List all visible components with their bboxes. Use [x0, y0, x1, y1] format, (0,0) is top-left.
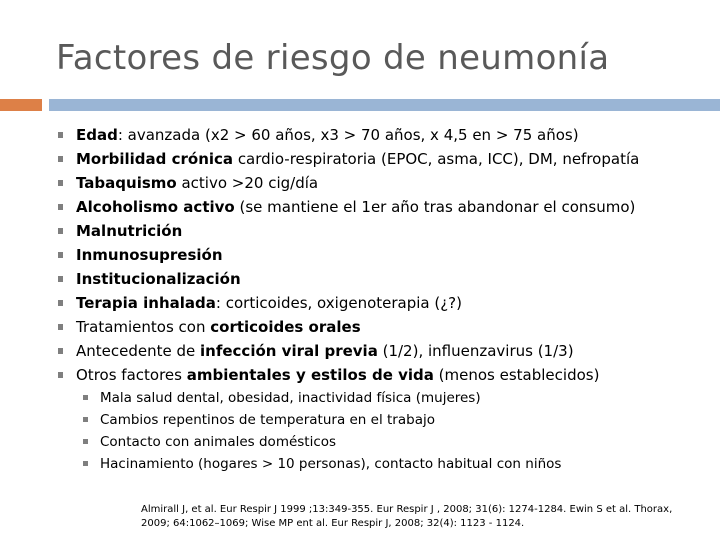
item-text: (1/2), influenzavirus (1/3)	[377, 342, 574, 360]
item-bold: Edad	[76, 126, 118, 144]
item-bold: infección viral previa	[200, 342, 378, 360]
sub-list-item	[0, 431, 720, 453]
item-bold: corticoides orales	[210, 318, 361, 336]
square-bullet-icon	[58, 252, 63, 258]
item-text: : avanzada (x2 > 60 años, x3 > 70 años, x 4,5 en > 75 años)	[117, 126, 579, 144]
list-item	[0, 219, 720, 243]
list-item	[0, 171, 720, 195]
square-bullet-icon	[58, 180, 63, 186]
square-bullet-icon	[83, 461, 88, 466]
square-bullet-icon	[58, 348, 63, 354]
list-item	[0, 315, 720, 339]
square-bullet-icon	[58, 276, 63, 282]
sub-item-text: Cambios repentinos de temperatura en el trabajo	[100, 412, 435, 428]
square-bullet-icon	[58, 228, 63, 234]
square-bullet-icon	[83, 417, 88, 422]
item-bold: Institucionalización	[76, 270, 241, 288]
sub-item-text: Contacto con animales domésticos	[100, 434, 337, 450]
square-bullet-icon	[83, 395, 88, 400]
item-bold: Inmunosupresión	[76, 246, 223, 264]
item-bold: Tabaquismo	[76, 174, 177, 192]
list-item	[0, 195, 720, 219]
square-bullet-icon	[58, 324, 63, 330]
item-bold: ambientales y estilos de vida	[186, 366, 434, 384]
item-text: : corticoides, oxigenoterapia (¿?)	[215, 294, 462, 312]
references	[141, 503, 672, 531]
list-item	[0, 267, 720, 291]
list-item	[0, 339, 720, 363]
sub-item-text: Hacinamiento (hogares > 10 personas), contacto habitual con niños	[100, 456, 562, 472]
sub-list-item	[0, 387, 720, 409]
reference-line: 2009; 64:1062–1069; Wise MP ent al. Eur Respir J, 2008; 32(4): 1123 - 1124.	[141, 518, 525, 529]
item-text: cardio-respiratoria (EPOC, asma, ICC), DM, nefropatía	[233, 150, 640, 168]
item-prefix: Antecedente de	[76, 342, 201, 360]
item-prefix: Tratamientos con	[76, 318, 211, 336]
item-text: (menos establecidos)	[433, 366, 600, 384]
sub-item-text: Mala salud dental, obesidad, inactividad física (mujeres)	[100, 390, 481, 406]
list-item	[0, 243, 720, 267]
square-bullet-icon	[83, 439, 88, 444]
list-item	[0, 363, 720, 387]
item-prefix: Otros factores	[76, 366, 187, 384]
square-bullet-icon	[58, 132, 63, 138]
item-bold: Morbilidad crónica	[76, 150, 234, 168]
square-bullet-icon	[58, 204, 63, 210]
square-bullet-icon	[58, 156, 63, 162]
slide-title: Factores de riesgo de neumonía	[56, 38, 610, 78]
square-bullet-icon	[58, 372, 63, 378]
item-text: (se mantiene el 1er año tras abandonar el consumo)	[234, 198, 636, 216]
item-text: activo >20 cig/día	[176, 174, 319, 192]
square-bullet-icon	[58, 300, 63, 306]
risk-factor-list	[0, 123, 720, 475]
list-item	[0, 123, 720, 147]
reference-line: Almirall J, et al. Eur Respir J 1999 ;13:349-355. Eur Respir J , 2008; 31(6): 1274-1284. Ewin S et al. Thorax,	[141, 504, 673, 515]
sub-list-item	[0, 409, 720, 431]
sub-list-item	[0, 453, 720, 475]
accent-bar	[0, 99, 42, 111]
list-item	[0, 147, 720, 171]
item-bold: Alcoholismo activo	[76, 198, 235, 216]
title-rule-bar	[49, 99, 720, 111]
item-bold: Terapia inhalada	[76, 294, 216, 312]
list-item	[0, 291, 720, 315]
item-bold: Malnutrición	[76, 222, 183, 240]
